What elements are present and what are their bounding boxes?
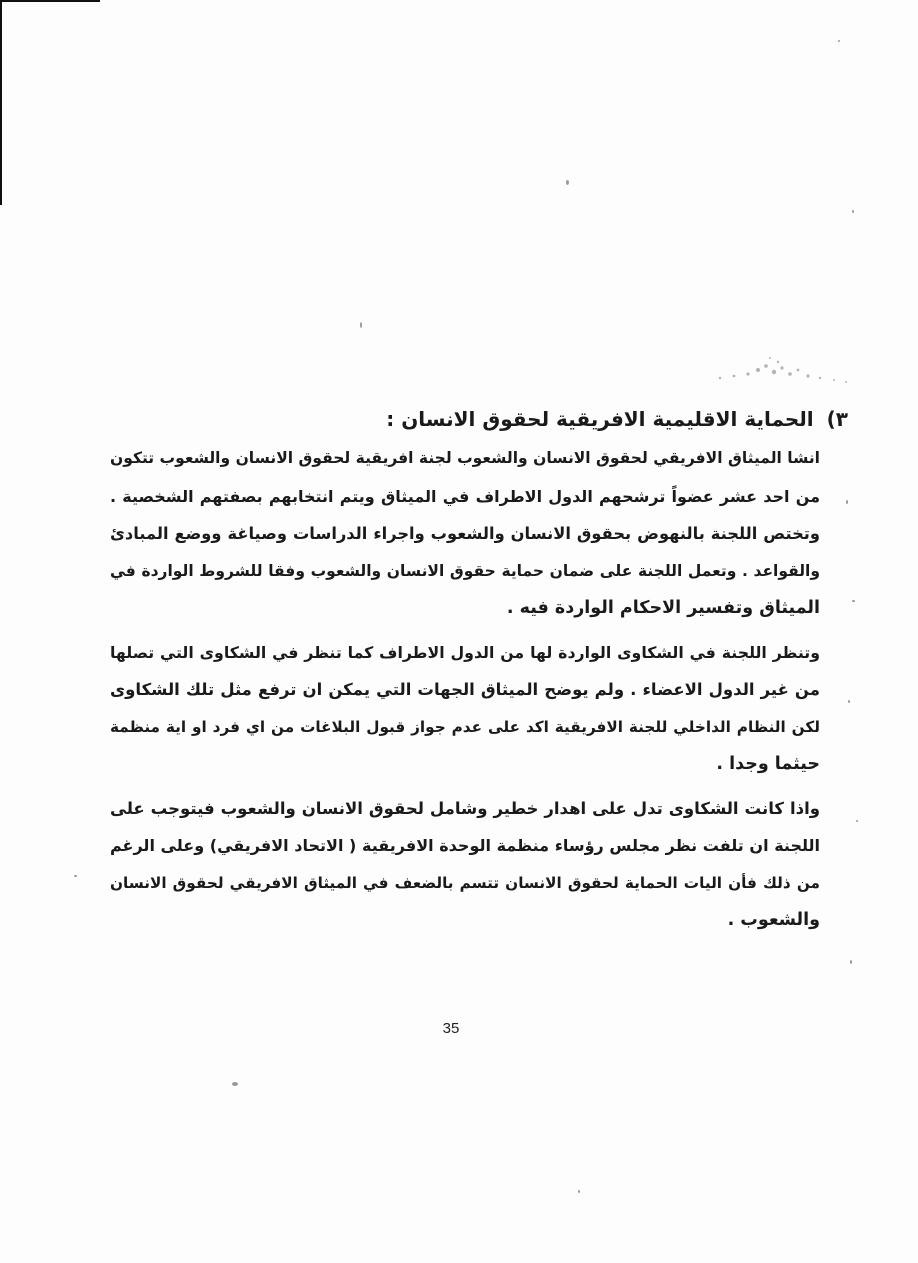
text-line: وتختص اللجنة بالنهوض بحقوق الانسان والشعوب واجراء الدراسات وصياغة ووضع المبادئ [110, 524, 820, 543]
text-line: من احد عشر عضواً ترشحهم الدول الاطراف في الميثاق ويتم انتخابهم بصفتهم الشخصية . [110, 486, 820, 506]
text-line: وتنظر اللجنة في الشكاوى الواردة لها من الدول الاطراف كما تنظر في الشكاوى التي تصلها [110, 642, 820, 662]
scan-speck [74, 875, 77, 877]
text-line: والقواعد . وتعمل اللجنة على ضمان حماية حقوق الانسان والشعوب وفقا للشروط الواردة في [110, 561, 820, 580]
body-text [110, 440, 820, 940]
text-line: واذا كانت الشكاوى تدل على اهدار خطير وشامل لحقوق الانسان والشعوب فيتوجب على [110, 798, 820, 818]
paragraph [110, 790, 820, 940]
text-line: لكن النظام الداخلي للجنة الافريقية اكد على عدم جواز قبول البلاغات من اي فرد او اية منظمة [110, 717, 820, 736]
section-title: الحماية الاقليمية الافريقية لحقوق الانسان : [386, 407, 814, 431]
scan-frame-top [0, 0, 100, 2]
scan-speck [566, 180, 569, 185]
scan-speck [856, 820, 858, 822]
text-line: من غير الدول الاعضاء . ولم يوضح الميثاق الجهات التي يمكن ان ترفع مثل تلك الشكاوى [110, 680, 820, 699]
paragraph [110, 634, 820, 784]
scan-speck [360, 322, 362, 328]
paragraph [110, 440, 820, 628]
scan-speck [852, 210, 854, 213]
text-line: انشا الميثاق الافريقي لحقوق الانسان والشعوب لجنة افريقية لحقوق الانسان والشعوب تتكون [110, 449, 820, 467]
page-number: 35 [442, 1020, 460, 1037]
text-line: حيثما وجدا . [716, 754, 820, 774]
scan-speck [232, 1082, 238, 1086]
scan-smudge [700, 352, 860, 388]
text-line: الميثاق وتفسير الاحكام الواردة فيه . [506, 598, 820, 618]
scan-frame-left [0, 0, 2, 205]
text-line: والشعوب . [727, 910, 820, 930]
scan-speck [846, 500, 848, 504]
scan-speck [578, 1190, 580, 1193]
section-number: ٣) [826, 407, 848, 431]
scan-speck [850, 960, 852, 964]
text-line: من ذلك فأن اليات الحماية لحقوق الانسان تتسم بالضعف في الميثاق الافريقي لحقوق الانسان [110, 873, 820, 892]
scan-speck [848, 700, 850, 703]
scan-speck [852, 600, 855, 602]
scan-speck [838, 40, 840, 42]
text-line: اللجنة ان تلفت نظر مجلس رؤساء منظمة الوحدة الافريقية ( الاتحاد الافريقي) وعلى الرغم [110, 836, 820, 855]
section-heading [128, 404, 848, 434]
